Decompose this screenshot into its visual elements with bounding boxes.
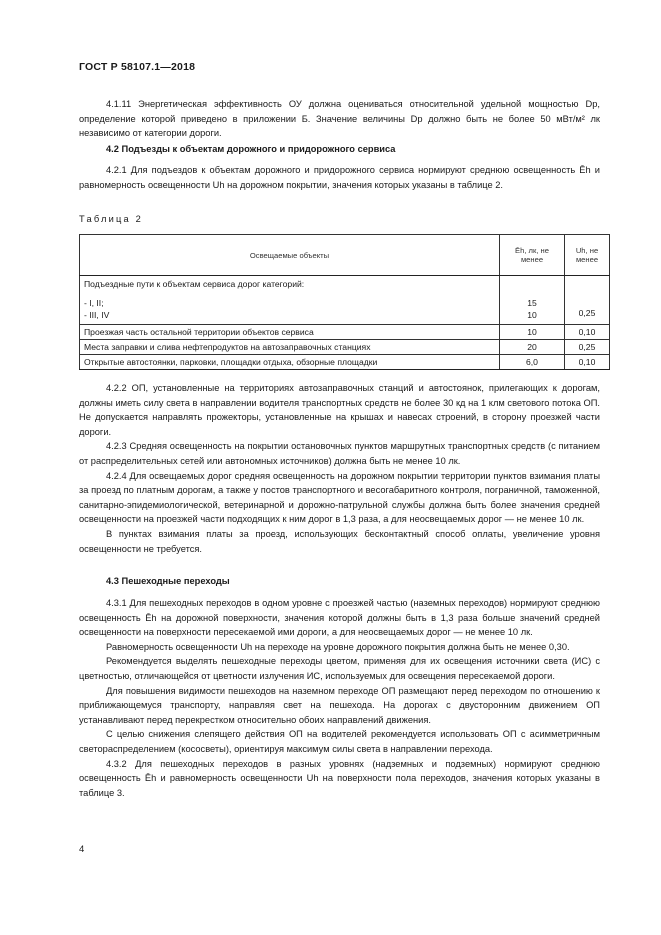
group-row-label: - I, II;: [84, 297, 104, 308]
table-cell-group-illuminance: [500, 276, 565, 325]
section-4-2-1: [79, 163, 600, 192]
group-title: Подъездные пути к объектам сервиса дорог категорий:: [84, 279, 305, 289]
table-cell-illuminance: 20: [500, 339, 565, 354]
section-4-1-11: [79, 97, 600, 141]
page-number: 4: [79, 844, 85, 855]
section-heading-4-2: 4.2 Подъезды к объектам дорожного и придорожного сервиса: [106, 144, 396, 154]
table-cell-objects: Места заправки и слива нефтепродуктов на автозаправочных станциях: [80, 339, 500, 354]
paragraph-4-2-1: 4.2.1 Для подъездов к объектам дорожного и придорожного сервиса нормируют среднюю освещенность Ēh и равномерность освещенности Uh на дорожном покрытии, значения которых указаны в таблице 2.: [79, 165, 600, 190]
table-cell-uniformity: 0,10: [565, 354, 610, 369]
group-row-label: - III, IV: [84, 310, 110, 320]
table-header-objects: Освещаемые объекты: [80, 235, 500, 276]
paragraph-4-2-3: 4.2.3 Средняя освещенность на покрытии остановочных пунктов маршрутных транспортных средств (с питанием от распределительных сетей или автономных источников) должна быть не менее 10 лк.: [79, 441, 600, 466]
paragraph-4-2-2: 4.2.2 ОП, установленные на территориях автозаправочных станций и автостоянок, прилегающих к дорогам, должны иметь силу света в направлении водителя транспортных средств не более 30 кд на 1 клм светового потока ОП. Не допускается направлять прожекторы, установленные на крышах и навесах строений, в сторону проезжей части дороги.: [79, 383, 600, 437]
paragraph-4-3-1-visibility: Для повышения видимости пешеходов на наземном переходе ОП размещают перед переходом по отношению к приближающемуся транспорту, направляя свет на пешехода. На дорогах с двусторонним движением ОП устанавливают перед перекрестком относительно обоих направлений движения.: [79, 685, 600, 725]
section-4-2-2-to-4-2-4: [79, 381, 600, 556]
lighting-norms-table: [79, 234, 610, 370]
section-4-3: [79, 574, 600, 589]
table-header-row: [80, 235, 610, 276]
table-header-uniformity: Uh, не менее: [565, 235, 610, 276]
table-caption-number: 2: [135, 214, 141, 224]
group-row-value: 10: [527, 310, 537, 320]
table-caption-word: Таблица: [79, 214, 131, 224]
paragraph-4-3-2: 4.3.2 Для пешеходных переходов в разных уровнях (надземных и подземных) нормируют среднюю освещенность Ēh и равномерность освещенности Uh на поверхности пола переходов, значения которых указаны в таблице 3.: [79, 758, 600, 798]
paragraph-4-3-1-color: Рекомендуется выделять пешеходные переходы цветом, применяя для их освещения источники света (ИС) с цветностью, отличающейся от цветности излучения ИС, используемых для освещения пересекаемой дороги.: [79, 656, 600, 681]
table-row: [80, 354, 610, 369]
table-cell-illuminance: 6,0: [500, 354, 565, 369]
table-header-illuminance: Ēh, лк, не менее: [500, 235, 565, 276]
table-cell-uniformity: 0,10: [565, 324, 610, 339]
table-cell-group-objects: [80, 276, 500, 325]
group-row-value: 15: [527, 297, 537, 308]
table-cell-uniformity: 0,25: [565, 339, 610, 354]
table-row: [80, 324, 610, 339]
paragraph-4-2-4: 4.2.4 Для освещаемых дорог средняя освещенность на дорожном покрытии территории пунктов взимания платы за проезд по платным дорогам, а также у постов транспортного и весогабаритного контроля, пограничной, таможенной, санитарно-эпидемиологической, ветеринарной и дорожно-патрульной службы должна быть более значения средней освещенности на проезжей части подходящих к ним дорог в 1,3 раза, а для неосвещаемых дорог — не менее 10 лк.: [79, 470, 600, 525]
table-cell-objects: Открытые автостоянки, парковки, площадки отдыха, обзорные площадки: [80, 354, 500, 369]
table-caption: [79, 212, 600, 227]
section-heading-4-3: 4.3 Пешеходные переходы: [106, 576, 230, 586]
paragraph-4-3-1-glare: С целью снижения слепящего действия ОП на водителей рекомендуется использовать ОП с асимметричным светораспределением (кососветы), ориентируя максимум силы света в направлении перехода.: [79, 729, 600, 754]
table-row-group: [80, 276, 610, 325]
section-4-2: [79, 142, 600, 157]
table-cell-objects: Проезжая часть остальной территории объектов сервиса: [80, 324, 500, 339]
paragraph-4-1-11: 4.1.11 Энергетическая эффективность ОУ должна оцениваться относительной удельной мощностью Dp, определение которой приведено в приложении Б. Значение величины Dp должно быть не более 50 мВт/м² лк независимо от категории дороги.: [79, 99, 600, 139]
table-cell-group-uniformity: 0,25: [565, 276, 610, 325]
document-header: ГОСТ Р 58107.1—2018: [79, 61, 196, 73]
table-cell-illuminance: 10: [500, 324, 565, 339]
paragraph-4-3-1: 4.3.1 Для пешеходных переходов в одном уровне с проезжей частью (наземных переходов) нормируют среднюю освещенность Ēh на дорожной поверхности, значения которой должны быть в 1,3 раза больше значений средней освещенности на поверхности пересекаемой ими дороги, а для неосвещаемых дорог — не менее 10 лк.: [79, 598, 600, 638]
paragraph-4-2-4-note: В пунктах взимания платы за проезд, использующих бесконтактный способ оплаты, увеличение уровня освещенности не требуется.: [79, 528, 600, 554]
section-4-3-body: [79, 596, 600, 800]
table-row: [80, 339, 610, 354]
paragraph-4-3-1-uniformity: Равномерность освещенности Uh на переходе на уровне дорожного покрытия должна быть не менее 0,30.: [106, 641, 570, 652]
